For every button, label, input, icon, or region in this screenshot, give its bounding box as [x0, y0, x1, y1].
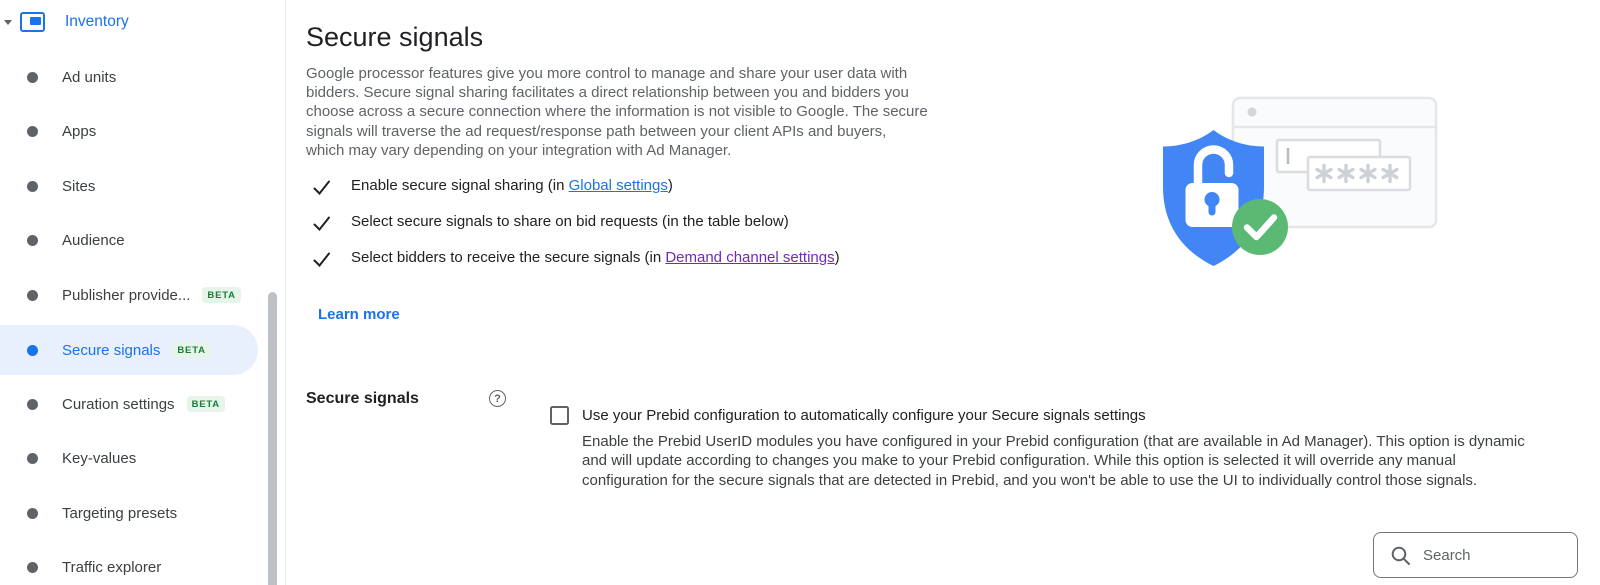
learn-more-link[interactable]: Learn more — [318, 306, 400, 323]
prebid-config-description: Enable the Prebid UserID modules you have configured in your Prebid configuration (that are available in Ad Manager). This option is dynamic and will update according to changes you make to your Prebid configuration. While this option is selected it will override any manual configuration for the secure signals that are detected in Prebid, and you won't be able to use the UI to individually control those signals. — [582, 433, 1525, 489]
sidebar-item-publisher-provided[interactable] — [0, 270, 258, 320]
search-box — [1373, 532, 1578, 578]
sidebar-item-ad-units[interactable] — [0, 52, 258, 102]
checklist-item-text: Enable secure signal sharing (in Global settings) — [351, 177, 673, 194]
beta-badge: BETA — [202, 287, 240, 303]
sidebar-item-label: Publisher provide... — [62, 286, 191, 304]
bullet-icon — [27, 72, 38, 83]
sidebar-item-inventory[interactable] — [0, 0, 258, 44]
sidebar-item-label: Inventory — [65, 13, 129, 30]
checklist-item — [311, 213, 789, 234]
global-settings-link[interactable]: Global settings — [568, 177, 668, 194]
sidebar-item-label: Audience — [62, 231, 125, 249]
sidebar-item-label: Apps — [62, 122, 97, 140]
sidebar-item-sites[interactable] — [0, 161, 258, 211]
page-description: Google processor features give you more control to manage and share your user data with bidders. Secure signal sharing facilitates a direct relationship between you and bidders you choose across a secure connection where the information is not visible to Google. The secure signals will traverse the ad request/response path between your client APIs and buyers, which may vary depending on your integration with Ad Manager. — [306, 65, 928, 159]
search-input[interactable] — [1423, 547, 1573, 564]
bullet-icon — [27, 235, 38, 246]
checklist-item-text: Select secure signals to share on bid requests (in the table below) — [351, 213, 789, 230]
bullet-icon — [27, 508, 38, 519]
check-badge-icon — [1232, 199, 1288, 255]
sidebar-item-audience[interactable] — [0, 215, 258, 265]
sidebar-item-curation-settings[interactable] — [0, 379, 258, 429]
sidebar-item-label: Sites — [62, 177, 96, 195]
sidebar-scrollbar[interactable] — [268, 292, 277, 585]
beta-badge: BETA — [172, 342, 210, 358]
beta-badge: BETA — [187, 396, 225, 412]
bullet-icon — [27, 562, 38, 573]
secure-signals-illustration — [1150, 92, 1450, 275]
sidebar-item-targeting-presets[interactable] — [0, 488, 258, 538]
sidebar-item-label: Traffic explorer — [62, 558, 162, 576]
checklist-item-text: Select bidders to receive the secure signals (in Demand channel settings) — [351, 249, 840, 266]
help-icon[interactable]: ? — [489, 390, 506, 407]
prebid-config-checkbox-label[interactable]: Use your Prebid configuration to automatically configure your Secure signals settings — [582, 407, 1146, 424]
bullet-icon — [27, 399, 38, 410]
checkmark-icon — [311, 213, 332, 234]
sidebar-item-secure-signals[interactable] — [0, 325, 258, 375]
demand-channel-settings-link[interactable]: Demand channel settings — [665, 249, 835, 266]
sidebar-item-label: Key-values — [62, 449, 137, 467]
collapse-arrow-icon[interactable] — [4, 20, 12, 25]
inventory-icon — [20, 12, 45, 32]
page-title: Secure signals — [306, 22, 484, 52]
sidebar-item-label: Secure signals — [62, 341, 161, 359]
section-title: Secure signals — [306, 390, 419, 407]
bullet-icon — [27, 126, 38, 137]
sidebar-item-apps[interactable] — [0, 106, 258, 156]
sidebar-item-key-values[interactable] — [0, 433, 258, 483]
checklist-item — [311, 177, 673, 198]
bullet-icon — [27, 453, 38, 464]
checkmark-icon — [311, 249, 332, 270]
prebid-config-checkbox[interactable] — [550, 406, 569, 425]
bullet-icon — [27, 181, 38, 192]
sidebar-item-label: Curation settings — [62, 395, 175, 413]
sidebar-item-label: Targeting presets — [62, 504, 178, 522]
checkmark-icon — [311, 177, 332, 198]
sidebar — [0, 0, 286, 585]
bullet-icon — [27, 345, 38, 356]
search-icon — [1390, 545, 1411, 566]
bullet-icon — [27, 290, 38, 301]
sidebar-item-label: Ad units — [62, 68, 117, 86]
sidebar-item-traffic-explorer[interactable] — [0, 542, 258, 585]
checklist-item — [311, 249, 840, 270]
